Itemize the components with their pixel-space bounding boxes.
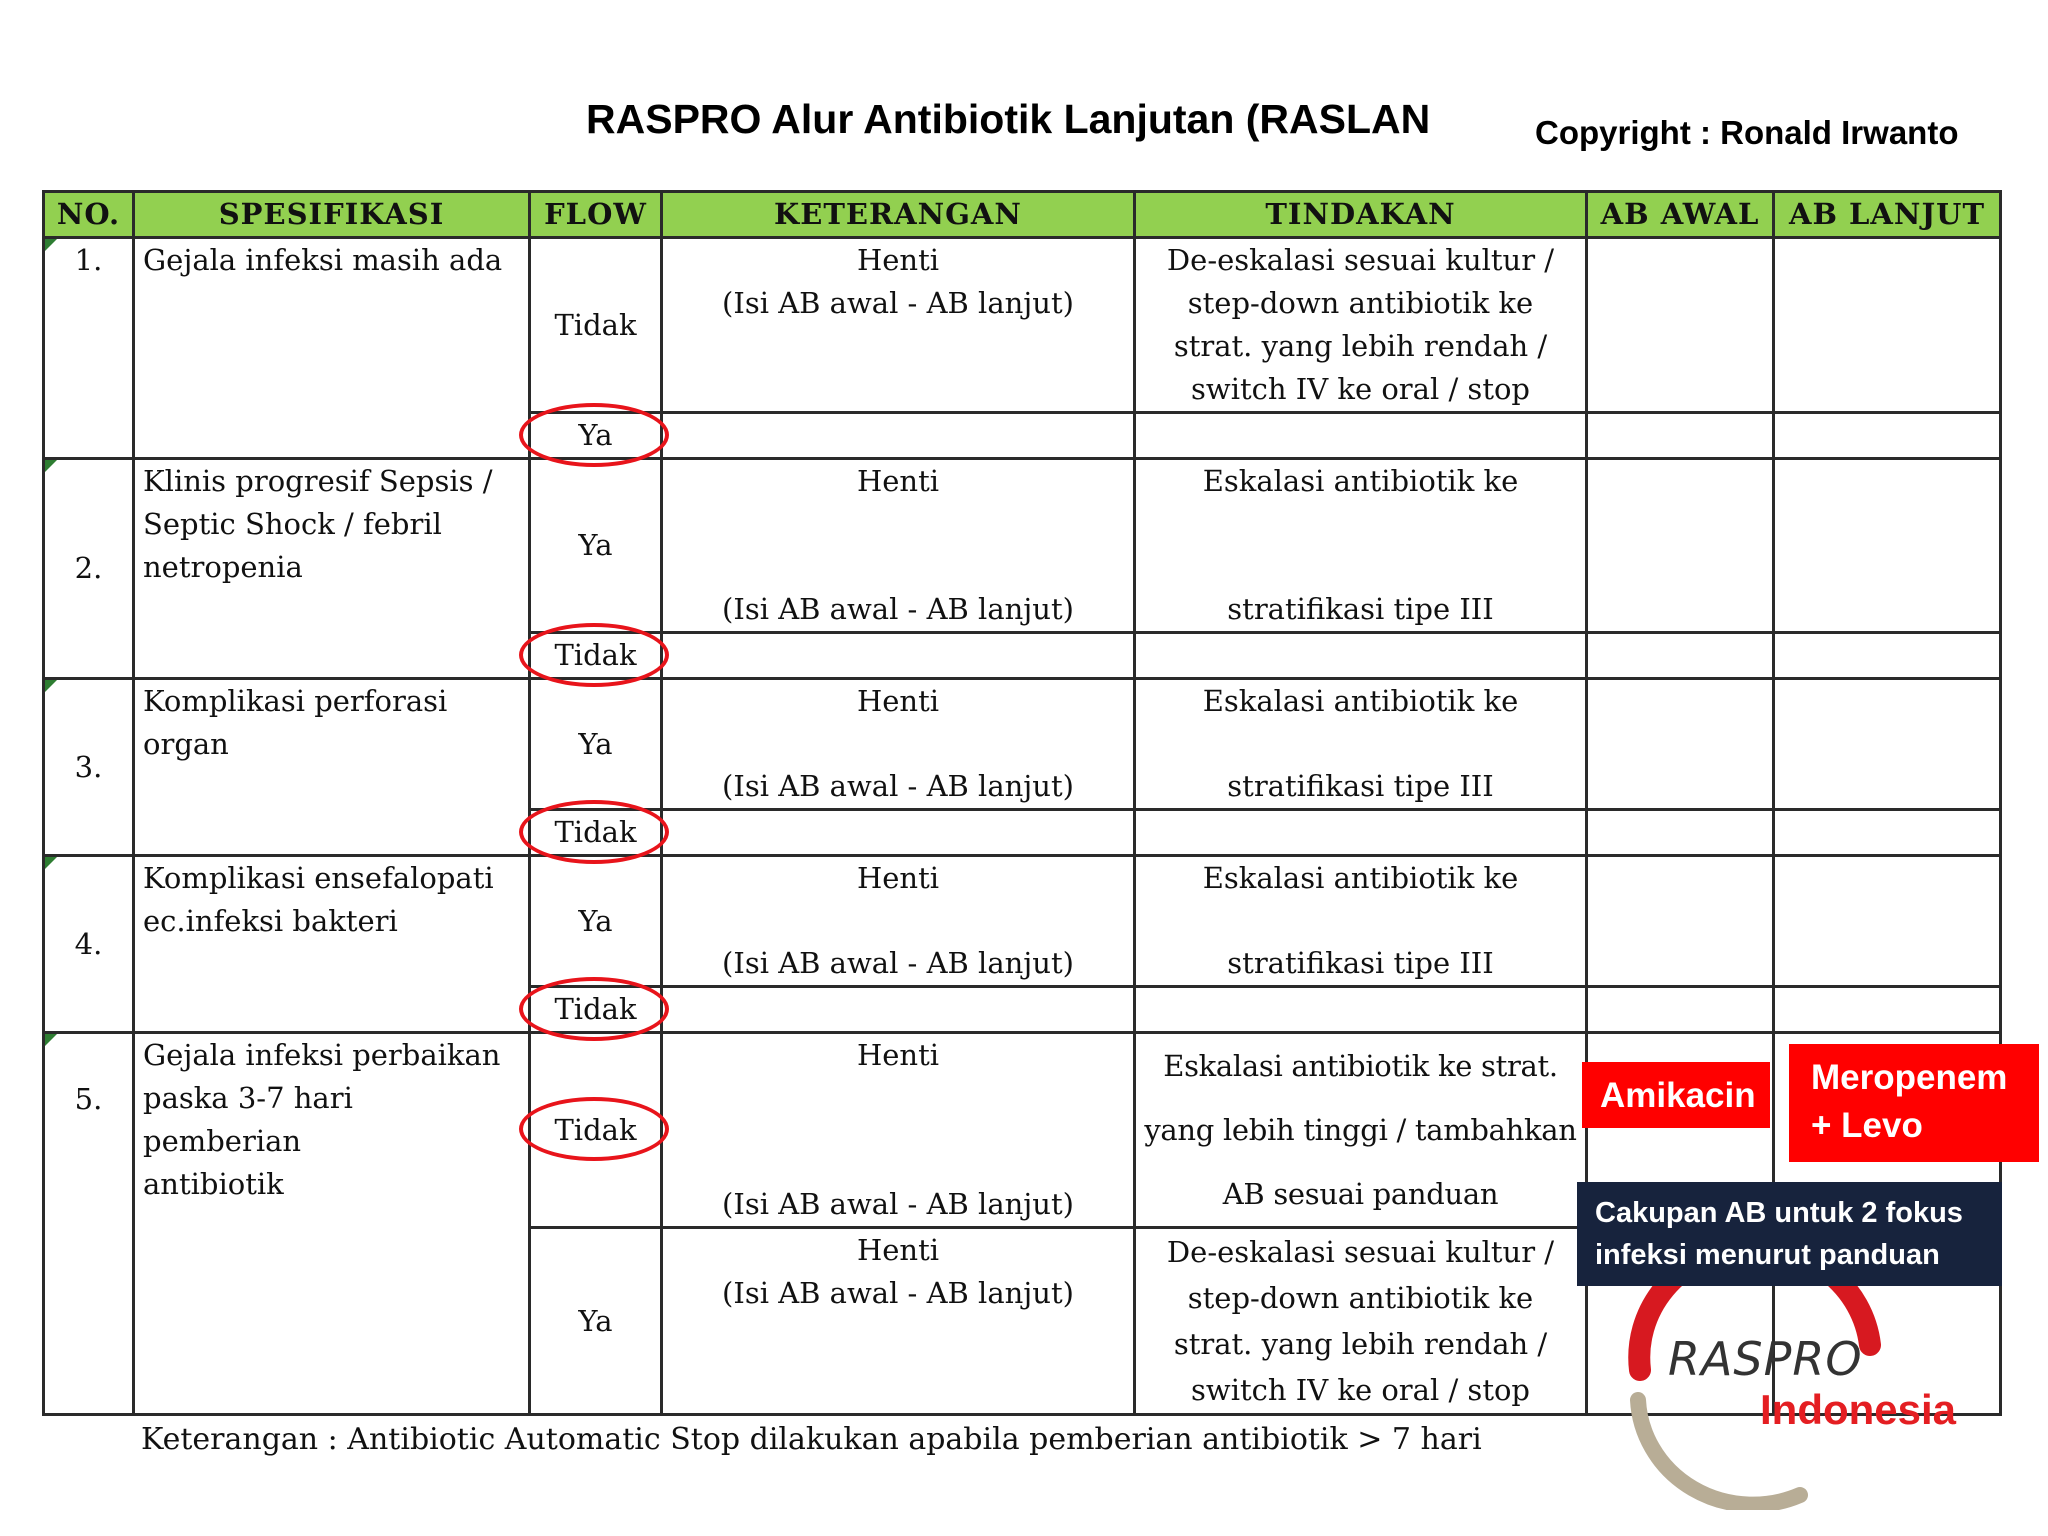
flow-value (530, 1033, 662, 1228)
tindakan-cell: De-eskalasi sesuai kultur / step-down antibiotik ke strat. yang lebih rendah / switch IV ke oral / stop (1135, 1228, 1587, 1415)
tindakan-cell (1135, 459, 1587, 633)
ab-lanjut-cell[interactable] (1774, 459, 2001, 633)
header-row (44, 192, 2001, 238)
flow-value (530, 987, 662, 1033)
ab-lanjut-cell[interactable] (1774, 856, 2001, 987)
row-spec: Klinis progresif Sepsis / Septic Shock / febril netropenia (134, 459, 530, 679)
ab-awal-cell[interactable] (1587, 679, 1774, 810)
ab-awal-cell[interactable] (1587, 856, 1774, 987)
flow-value: Ya (530, 459, 662, 633)
flow-label: Tidak (554, 1112, 637, 1147)
ab-lanjut-cell[interactable] (1774, 238, 2001, 413)
ab-lanjut-cell[interactable] (1774, 987, 2001, 1033)
flow-value: Ya (530, 1228, 662, 1415)
row-number: 4. (44, 856, 134, 1033)
keterangan-bottom: (Isi AB awal - AB lanjut) (722, 769, 1074, 803)
logo-name: RASPRO (1668, 1332, 1863, 1386)
ab-lanjut-cell[interactable] (1774, 679, 2001, 810)
page-title: RASPRO Alur Antibiotik Lanjutan (RASLAN (586, 96, 1431, 142)
keterangan-bottom: (Isi AB awal - AB lanjut) (722, 1187, 1074, 1221)
header-ab-awal: AB AWAL (1587, 192, 1774, 238)
header-keterangan: KETERANGAN (662, 192, 1135, 238)
keterangan-cell: Henti (Isi AB awal - AB lanjut) (662, 238, 1135, 413)
flow-value (530, 810, 662, 856)
row-number: 1. (44, 238, 134, 459)
tindakan-bottom: stratifikasi tipe III (1227, 769, 1494, 803)
flow-label: Tidak (554, 638, 637, 672)
keterangan-top: Henti (856, 861, 940, 895)
flow-value: Ya (530, 856, 662, 987)
ab-awal-callout: Amikacin (1582, 1062, 1770, 1128)
flow-value: Tidak (530, 238, 662, 413)
coverage-callout: Cakupan AB untuk 2 fokus infeksi menurut panduan (1577, 1182, 2002, 1286)
flow-label: Tidak (554, 815, 637, 849)
footnote: Keterangan : Antibiotic Automatic Stop dilakukan apabila pemberian antibiotik > 7 hari (141, 1422, 1482, 1457)
row-spec: Komplikasi perforasi organ (134, 679, 530, 856)
table-row (44, 856, 2001, 987)
ab-lanjut-cell[interactable] (1774, 413, 2001, 459)
table-row (44, 459, 2001, 633)
keterangan-cell (662, 679, 1135, 810)
ab-lanjut-cell[interactable] (1774, 810, 2001, 856)
header-flow: FLOW (530, 192, 662, 238)
row-spec: Gejala infeksi masih ada (134, 238, 530, 459)
tindakan-top: Eskalasi antibiotik ke (1202, 684, 1519, 718)
tindakan-bottom: stratifikasi tipe III (1227, 592, 1494, 626)
row-number: 5. (44, 1033, 134, 1415)
header-ab-lanjut: AB LANJUT (1774, 192, 2001, 238)
flow-value: Ya (530, 679, 662, 810)
ab-awal-cell[interactable] (1587, 413, 1774, 459)
row-spec: Komplikasi ensefalopati ec.infeksi bakteri (134, 856, 530, 1033)
keterangan-top: Henti (856, 684, 940, 718)
ab-lanjut-callout: Meropenem + Levo (1789, 1044, 2039, 1162)
logo-subtitle: Indonesia (1760, 1386, 1957, 1433)
row-number: 3. (44, 679, 134, 856)
keterangan-cell (662, 856, 1135, 987)
keterangan-cell (662, 459, 1135, 633)
keterangan-bottom: (Isi AB awal - AB lanjut) (722, 946, 1074, 980)
header-tindakan: TINDAKAN (1135, 192, 1587, 238)
keterangan-top: Henti (856, 1038, 940, 1072)
copyright-label: Copyright : Ronald Irwanto (1535, 114, 1959, 151)
keterangan-cell: Henti (Isi AB awal - AB lanjut) (662, 1228, 1135, 1415)
flow-label: Ya (578, 418, 613, 452)
ab-awal-cell[interactable] (1587, 987, 1774, 1033)
ab-awal-cell[interactable] (1587, 238, 1774, 413)
tindakan-cell: Eskalasi antibiotik ke strat. yang lebih tinggi / tambahkan AB sesuai panduan (1135, 1033, 1587, 1228)
flow-value (530, 633, 662, 679)
tindakan-top: Eskalasi antibiotik ke (1202, 464, 1519, 498)
ab-lanjut-cell[interactable] (1774, 633, 2001, 679)
header-no: NO. (44, 192, 134, 238)
flow-label: Tidak (554, 992, 637, 1026)
header-spesifikasi: SPESIFIKASI (134, 192, 530, 238)
row-number: 2. (44, 459, 134, 679)
ab-awal-cell[interactable] (1587, 810, 1774, 856)
table-row (44, 679, 2001, 810)
tindakan-top: Eskalasi antibiotik ke (1202, 861, 1519, 895)
ab-awal-cell[interactable] (1587, 633, 1774, 679)
row-spec: Gejala infeksi perbaikan paska 3-7 hari pemberian antibiotik (134, 1033, 530, 1415)
keterangan-bottom: (Isi AB awal - AB lanjut) (722, 592, 1074, 626)
tindakan-bottom: stratifikasi tipe III (1227, 946, 1494, 980)
tindakan-cell (1135, 856, 1587, 987)
keterangan-cell (662, 1033, 1135, 1228)
ab-awal-cell[interactable] (1587, 459, 1774, 633)
flow-value (530, 413, 662, 459)
table-row (44, 238, 2001, 413)
tindakan-cell: De-eskalasi sesuai kultur / step-down antibiotik ke strat. yang lebih rendah / switch IV ke oral / stop (1135, 238, 1587, 413)
tindakan-cell (1135, 679, 1587, 810)
keterangan-top: Henti (856, 464, 940, 498)
